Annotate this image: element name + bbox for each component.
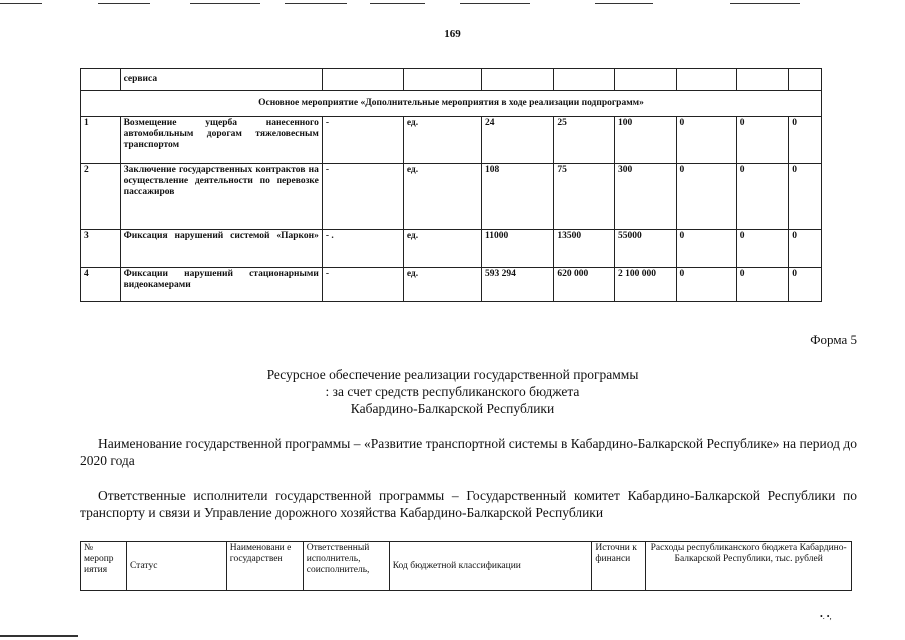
program-name-text: Наименование государственной программы – «Развитие транспортной системы в Кабардино-Балкарской Республике» на период до 2020 года [80, 436, 857, 468]
row-value: 25 [554, 117, 615, 164]
row-value: 0 [736, 164, 788, 230]
col-name-header: Наименовани е государствен [226, 542, 303, 591]
row-value: 0 [789, 117, 822, 164]
row-unit: ед. [403, 268, 481, 302]
col-expenses-header: Расходы республиканского бюджета Кабардино-Балкарской Республики, тыс. рублей [646, 542, 852, 591]
indicators-table [80, 68, 822, 302]
table-row [81, 268, 822, 302]
row-value: 0 [789, 164, 822, 230]
row-unit: ед. [403, 117, 481, 164]
bottom-edge-line [0, 635, 78, 637]
form-label: Форма 5 [810, 332, 857, 347]
row-value: 0 [676, 268, 736, 302]
executors-paragraph [80, 487, 857, 521]
row-value: 13500 [554, 230, 615, 268]
row-value: 0 [736, 230, 788, 268]
col-executor-header: Ответственный исполнитель, соисполнитель, [303, 542, 389, 591]
row-value: 75 [554, 164, 615, 230]
row-value: 0 [676, 117, 736, 164]
title-line-3: Кабардино-Балкарской Республики [350, 401, 555, 416]
row-number: 1 [81, 117, 121, 164]
col-num-header: № меропр иятия [81, 542, 127, 591]
row-value: 0 [736, 117, 788, 164]
top-edge-lines [0, 0, 905, 6]
row-dash: - [322, 268, 403, 302]
row-value: 11000 [481, 230, 553, 268]
corner-marks: •. •, [820, 612, 832, 621]
continuation-cell: сервиса [120, 69, 322, 91]
table-row [81, 230, 822, 268]
row-number: 3 [81, 230, 121, 268]
row-name: Фиксация нарушений системой «Паркон» [120, 230, 322, 268]
section-header: Основное мероприятие «Дополнительные мероприятия в ходе реализации подпрограмм» [81, 91, 822, 117]
row-unit: ед. [403, 164, 481, 230]
row-value: 0 [676, 164, 736, 230]
row-value: 0 [736, 268, 788, 302]
row-value: 0 [676, 230, 736, 268]
col-code-header: Код бюджетной классификации [389, 542, 592, 591]
section-header-row [81, 91, 822, 117]
row-value: 0 [789, 268, 822, 302]
table-row [81, 69, 822, 91]
row-number: 2 [81, 164, 121, 230]
row-number: 4 [81, 268, 121, 302]
table-row [81, 117, 822, 164]
row-value: 24 [481, 117, 553, 164]
resources-table-header [80, 541, 852, 591]
table-row [81, 164, 822, 230]
executors-text: Ответственные исполнители государственной программы – Государственный комитет Кабардино-Балкарской Республики по транспорту и связи и Управление дорожного хозяйства Кабардино-Балкарской Республики [80, 488, 857, 520]
title-line-1: Ресурсное обеспечение реализации государственной программы [266, 367, 639, 382]
row-name: Заключение государственных контрактов на осуществление деятельности по перевозке пассажиров [120, 164, 322, 230]
row-name: Фиксации нарушений стационарными видеокамерами [120, 268, 322, 302]
col-source-header: Источни к финанси [592, 542, 646, 591]
row-dash: - [322, 164, 403, 230]
row-value: 300 [614, 164, 676, 230]
row-value: 620 000 [554, 268, 615, 302]
row-value: 108 [481, 164, 553, 230]
row-value: 55000 [614, 230, 676, 268]
row-dash: - . [322, 230, 403, 268]
col-status-header: Статус [126, 542, 226, 591]
row-value: 2 100 000 [614, 268, 676, 302]
title-line-2: : за счет средств республиканского бюджета [325, 384, 580, 399]
row-value: 100 [614, 117, 676, 164]
section-title [0, 366, 905, 417]
row-value: 0 [789, 230, 822, 268]
row-name: Возмещение ущерба нанесенного автомобильным дорогам тяжеловесным транспортом [120, 117, 322, 164]
row-value: 593 294 [481, 268, 553, 302]
row-dash: - [322, 117, 403, 164]
page-number: 169 [444, 28, 461, 40]
header-row [81, 542, 852, 591]
program-name-paragraph [80, 435, 857, 469]
row-unit: ед. [403, 230, 481, 268]
